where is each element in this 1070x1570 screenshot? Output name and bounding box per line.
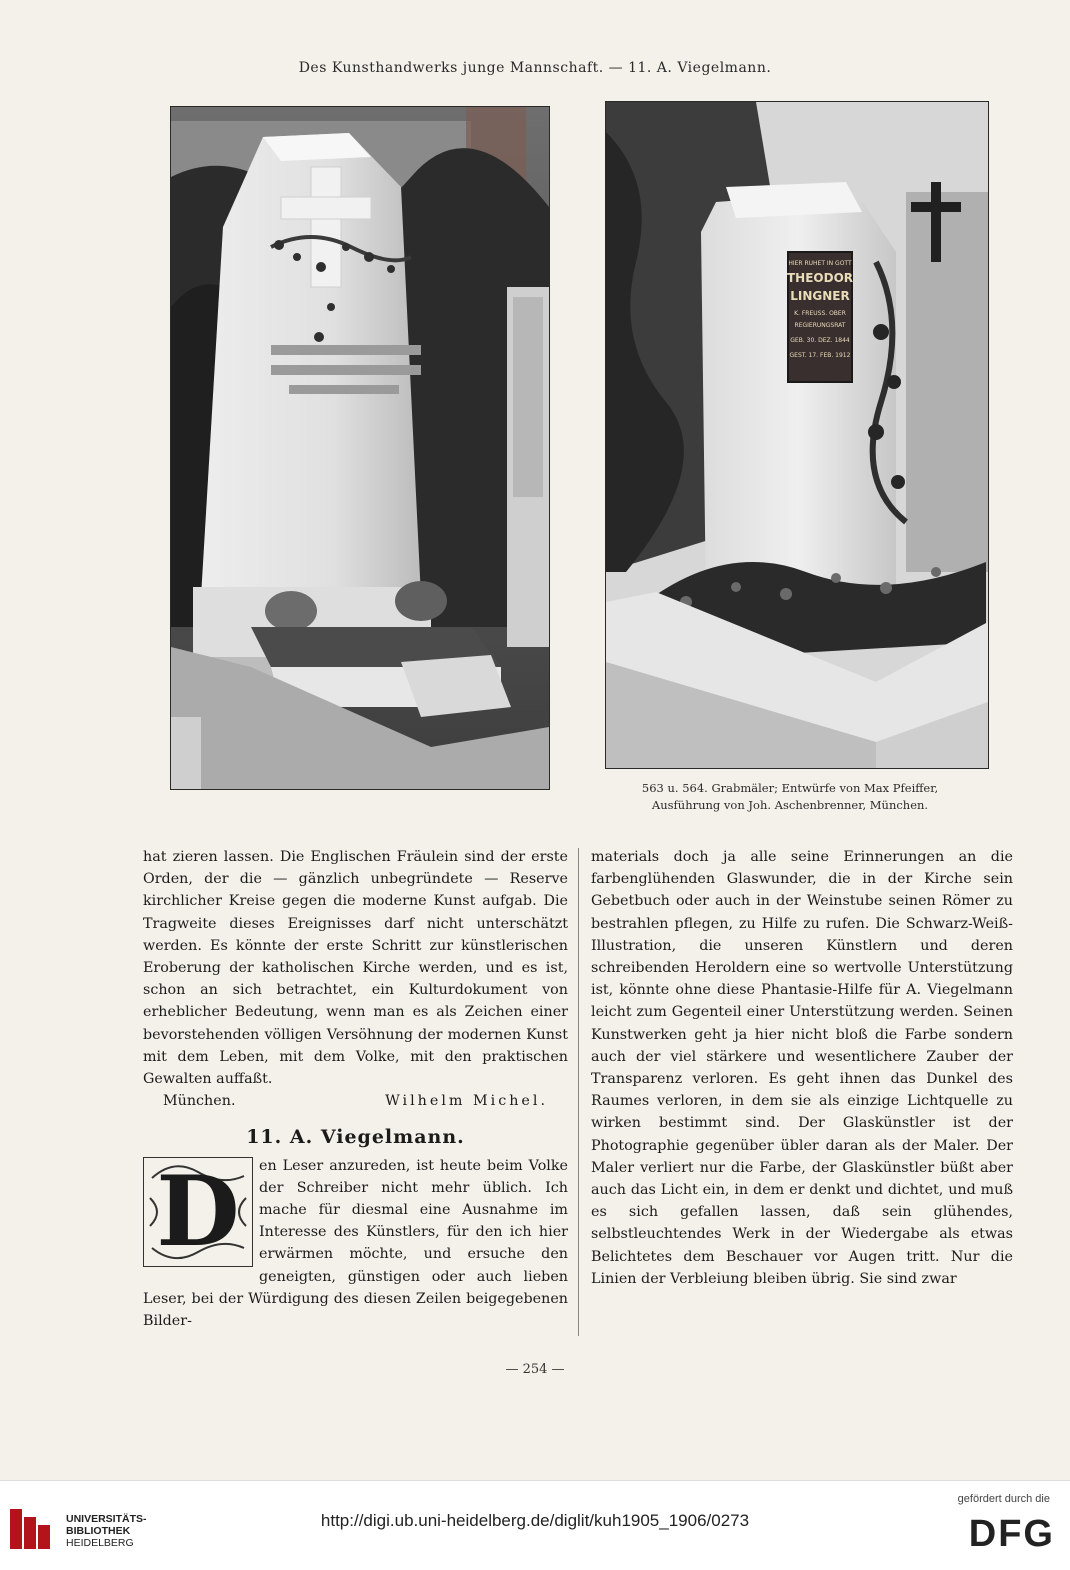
plaque-line-3: LINGNER [790,289,850,303]
running-header: Des Kunsthandwerks junge Mannschaft. — 11. A. Viegelmann. [298,60,772,76]
library-line-3: HEIDELBERG [66,1537,134,1549]
plaque-line-5: REGIERUNGSRAT [794,322,846,329]
dfg-logo: DFG [968,1513,1055,1555]
library-line-2: BIBLIOTHEK [66,1525,131,1537]
right-paragraph: materials doch ja alle seine Erinnerungen an die farbenglühenden Glaswunder, die in der Kirche sein Gebetbuch oder auch in der Weinstube seinen Römer zu bestrahlen pflegen, zu Hilfe zu rufen. Die Schwarz-Weiß-Illustration, die unseren Künstlern und deren schreibenden Heroldern eine so wertvolle Unterstützung ist, könnte ohne diese Phantasie-Hilfe für A. Viegelmann leicht zum Gegenteil einer Unterstützung werden. Seinen Kunstwerken geht ja hier nicht bloß die Farbe sondern auch der viel stärkere und wesentlichere Zauber der Transparenz verloren. Es geht ihnen das Dunkel des Raumes verloren, in dem sie als einzige Lichtquelle zu wirken bestimmt sind. Der Glaskünstler ist der Photographie gegenüber übler daran als der Maler. Der Maler verliert nur die Farbe, der Glaskünstler büßt aber auch das Licht ein, in dem er denkt und dichtet, und muß es sich gefallen lassen, daß sein glühendes, selbstleuchtendes Werk in der Wiedergabe als etwas Belichtetes dem Beschauer vor Augen tritt. Nur die Linien der Verbleiung bleiben übrig. Sie sind zwar [591,849,1013,1287]
sponsor-note: gefördert durch die [957,1493,1050,1505]
signature-place: München. [163,1093,236,1110]
signature-author: Wilhelm Michel. [385,1093,548,1110]
column-divider [578,848,579,1336]
ornamental-initial [143,1157,253,1267]
plaque-line-4: K. FREUSS. OBER [794,310,846,317]
plaque-line-1: HIER RUHET IN GOTT [788,260,852,267]
page-number: — 254 — [505,1362,565,1377]
grave-monument-photo-right [605,101,989,769]
caption-line-2: Ausführung von Joh. Aschenbrenner, München. [651,798,929,812]
left-text-column [143,846,568,1332]
plaque-line-2: THEODOR [786,271,854,285]
library-logo [10,1503,160,1563]
section-text: en Leser anzureden, ist heute beim Volke der Schreiber nicht mehr üblich. Ich mache für diesmal eine Ausnahme im Interesse des Künstlers, für den ich hier erwärmen möchte, und ersuche den geneigten, günstigen oder auch lieben Leser, bei der Würdigung des diesen Zeilen beigegebenen Bilder- [143,1157,568,1330]
dropcap-letter: D [156,1156,240,1267]
digitization-footer [0,1480,1070,1570]
figure-caption [590,780,990,814]
left-paragraph: hat zieren lassen. Die Englischen Fräulein sind der erste Orden, der die — gänzlich unbegründete — Reserve kirchlicher Kreise gegen die moderne Kunst aufgab. Die Tragweite dieses Ereignisses darf nicht unterschätzt werden. Es könnte der erste Schritt zur künstlerischen Eroberung der katholischen Kirche werden, und es ist, schon an sich betrachtet, ein Kulturdokument von erheblicher Bedeutung, wenn man es als Zeichen einer bevorstehenden völligen Versöhnung der modernen Kunst mit dem Leben, mit dem Volke, mit den praktischen Gewalten auffaßt. [143,849,568,1088]
library-line-1: UNIVERSITÄTS- [66,1513,147,1525]
plaque-line-6: GEB. 30. DEZ. 1844 [790,337,850,344]
signature-line [143,1090,568,1112]
source-url-link[interactable]: http://digi.ub.uni-heidelberg.de/diglit/kuh1905_1906/0273 [320,1511,750,1530]
plaque-line-7: GEST. 17. FEB. 1912 [789,352,851,359]
library-emblem-icon [10,1509,54,1549]
section-title: 11. A. Viegelmann. [246,1126,465,1149]
grave-monument-photo-left [170,106,550,790]
caption-line-1: 563 u. 564. Grabmäler; Entwürfe von Max Pfeiffer, [641,781,939,795]
right-text-column [591,846,1013,1290]
section-body [143,1155,568,1333]
